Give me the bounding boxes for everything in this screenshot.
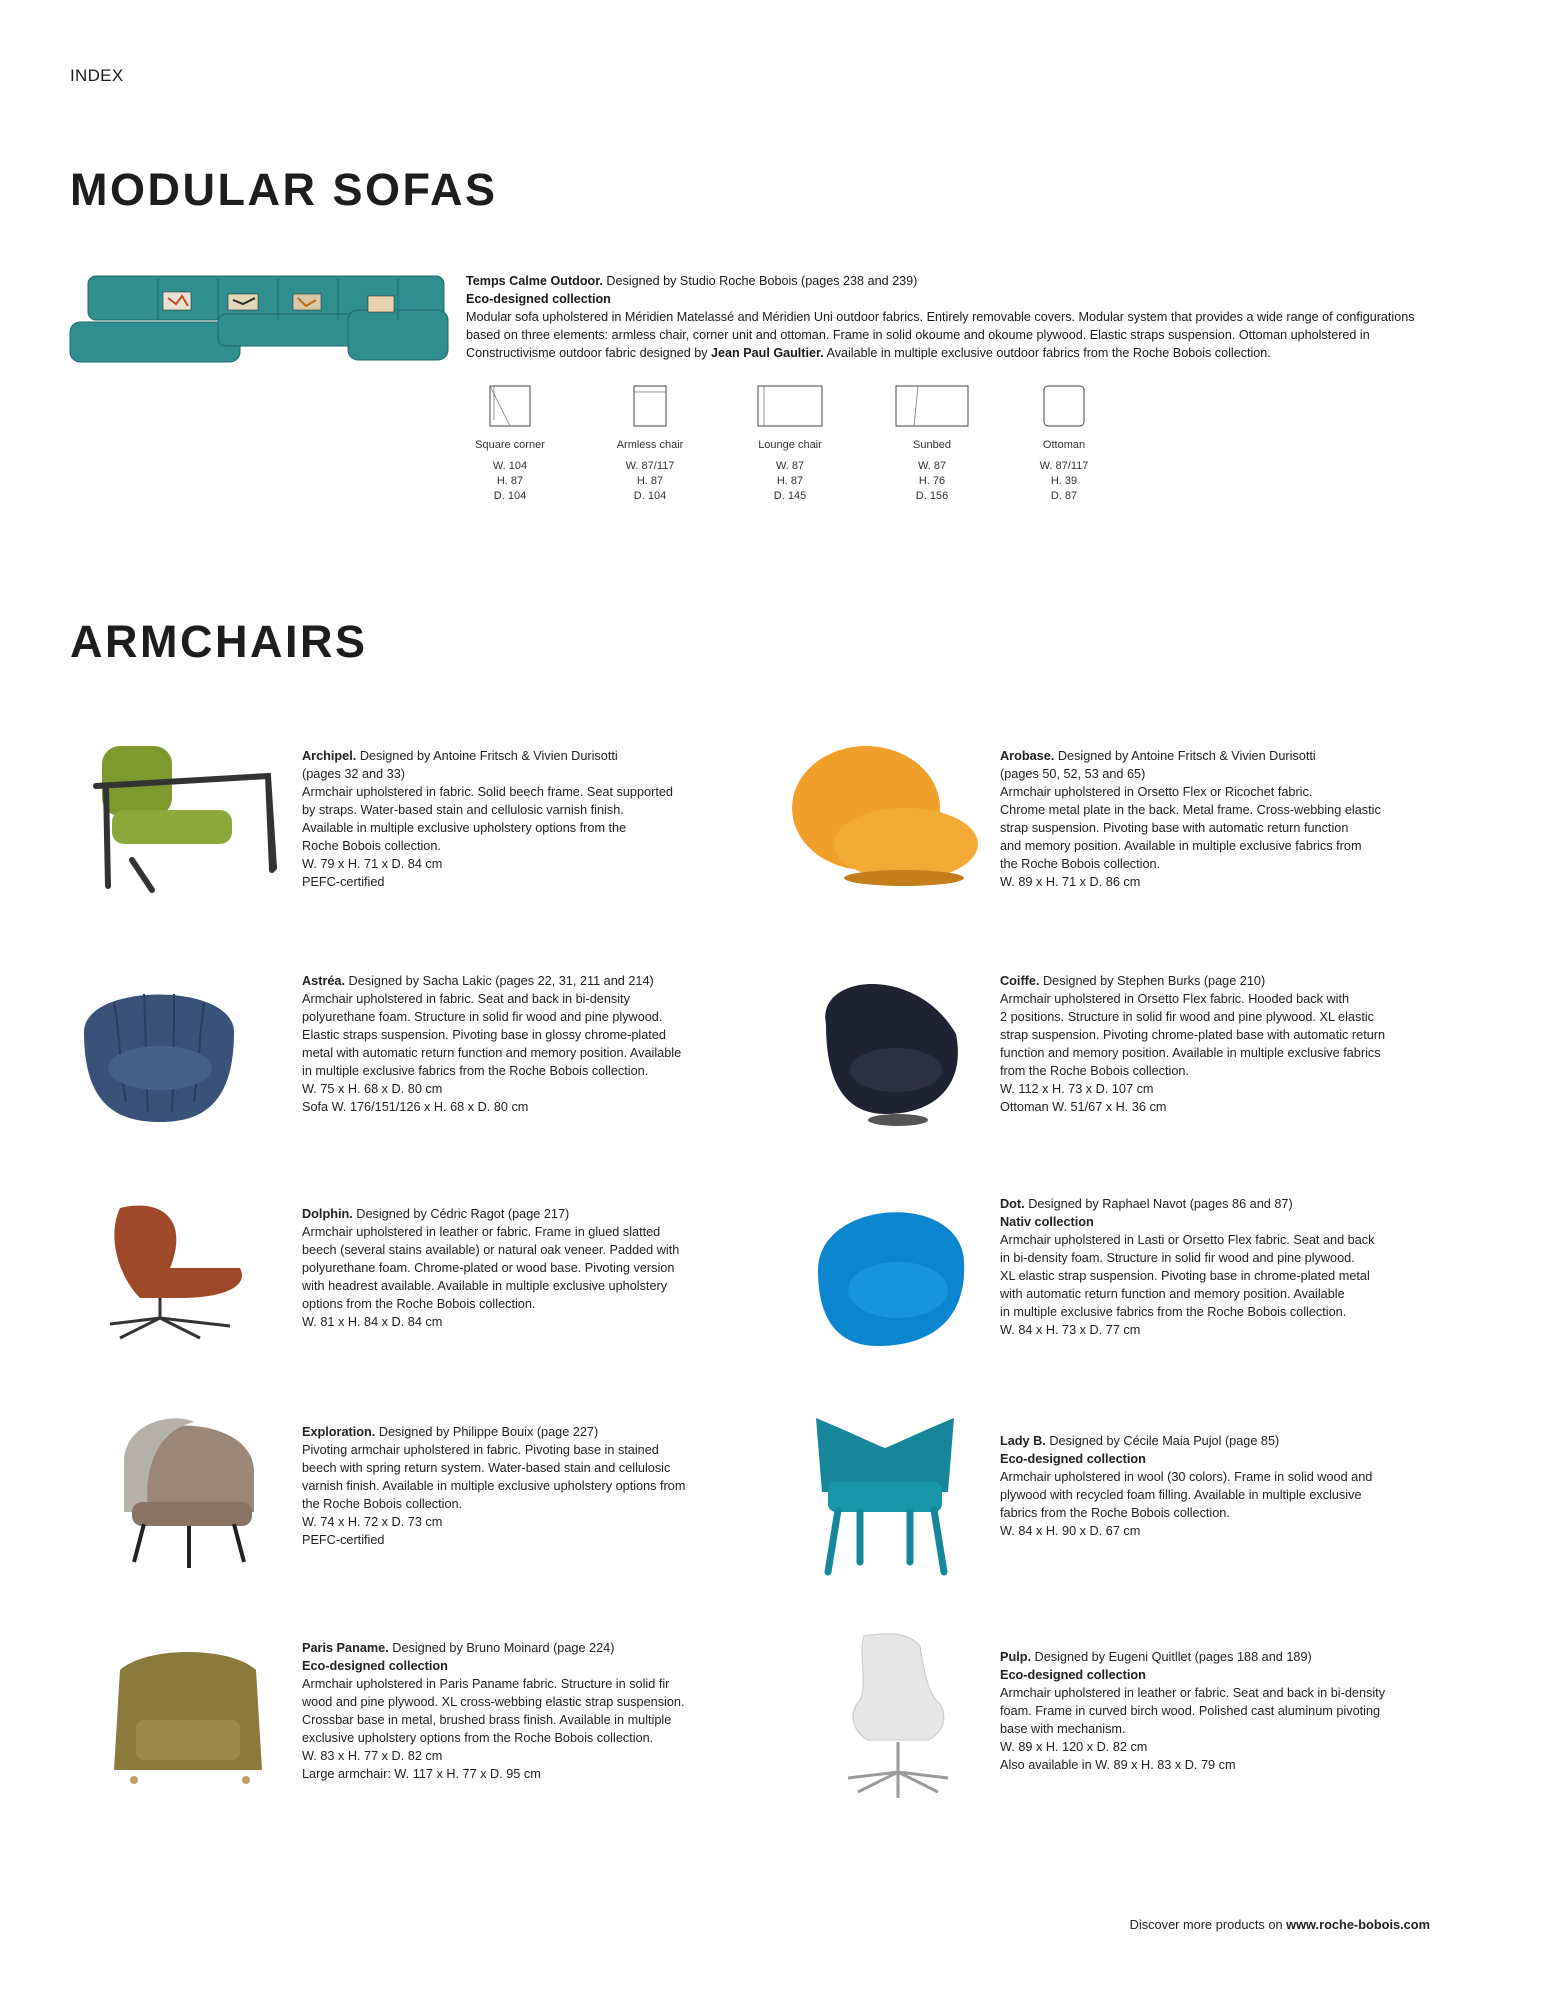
armchair-designer: Designed by Cécile Maia Pujol (page 85) <box>1045 1434 1280 1448</box>
line: the Roche Bobois collection. <box>1000 857 1161 871</box>
module-depth: D. 104 <box>633 490 667 502</box>
line: PEFC-certified <box>302 1533 385 1547</box>
armchair-name: Archipel. <box>302 749 357 763</box>
line: (pages 32 and 33) <box>302 767 405 781</box>
module-depth: D. 87 <box>1050 490 1078 502</box>
armchair-collection: Eco-designed collection <box>1000 1452 1146 1466</box>
module-name: Ottoman <box>1042 439 1086 451</box>
line: W. 79 x H. 71 x D. 84 cm <box>302 857 443 871</box>
armchair-name: Paris Paname. <box>302 1641 389 1655</box>
line: Armchair upholstered in Orsetto Flex or Ricochet fabric. <box>1000 785 1313 799</box>
astrea-armchair-image <box>74 972 244 1128</box>
line: Available in multiple exclusive upholstery options from the <box>302 821 627 835</box>
arobase-armchair-image <box>786 740 986 890</box>
sofa-desc-1: Modular sofa upholstered in Méridien Matelassé and Méridien Uni outdoor fabrics. Entirely removable covers. Modular system that provides a wide range of configurations based on three elements: armless chair, corner unit and ottoman. Frame in solid okoume and okoume plywood. Elastic straps suspension. Ottoman upholstered in Constructivisme outdoor fabric designed by <box>466 310 1415 360</box>
line: options from the Roche Bobois collection. <box>302 1297 536 1311</box>
line: base with mechanism. <box>1000 1722 1126 1736</box>
paris-paname-armchair-image <box>106 1640 270 1796</box>
line: W. 83 x H. 77 x D. 82 cm <box>302 1749 443 1763</box>
lady-b-armchair-image <box>810 1412 960 1576</box>
square-corner-module-icon <box>488 384 532 428</box>
line: beech (several stains available) or natural oak veneer. Padded with <box>302 1243 680 1257</box>
module-width: W. 104 <box>492 460 528 472</box>
armchair-designer: Designed by Cédric Ragot (page 217) <box>352 1207 570 1221</box>
line: W. 89 x H. 71 x D. 86 cm <box>1000 875 1141 889</box>
sofa-collection: Eco-designed collection <box>466 292 611 306</box>
line: Armchair upholstered in Lasti or Orsetto Flex fabric. Seat and back <box>1000 1233 1375 1247</box>
section-title-modular-sofas: MODULAR SOFAS <box>70 164 498 215</box>
module-lounge-chair <box>735 384 845 504</box>
line: Armchair upholstered in leather or fabric. Frame in glued slatted <box>302 1225 661 1239</box>
dolphin-armchair-image <box>100 1198 260 1348</box>
line: plywood with recycled foam filling. Available in multiple exclusive <box>1000 1488 1362 1502</box>
line: W. 84 x H. 73 x D. 77 cm <box>1000 1323 1141 1337</box>
module-name: Square corner <box>475 439 545 451</box>
line: Roche Bobois collection. <box>302 839 441 853</box>
armchair-name: Astréa. <box>302 974 346 988</box>
module-depth: D. 156 <box>915 490 949 502</box>
sofa-description <box>466 272 1426 362</box>
armless-chair-module-icon <box>632 384 668 428</box>
module-height: H. 87 <box>636 475 664 487</box>
armchair-designer: Designed by Antoine Fritsch & Vivien Durisotti <box>356 749 618 763</box>
sofa-designer-bold: Jean Paul Gaultier. <box>711 346 824 360</box>
line: W. 112 x H. 73 x D. 107 cm <box>1000 1082 1154 1096</box>
coiffe-armchair-image <box>806 964 966 1130</box>
sunbed-module-icon <box>894 384 970 428</box>
pulp-armchair-image <box>838 1632 958 1804</box>
line: metal with automatic return function and memory position. Available <box>302 1046 682 1060</box>
line: Also available in W. 89 x H. 83 x D. 79 cm <box>1000 1758 1236 1772</box>
sofa-modules <box>455 384 1135 514</box>
line: Armchair upholstered in wool (30 colors). Frame in solid wood and <box>1000 1470 1373 1484</box>
armchair-name: Exploration. <box>302 1425 376 1439</box>
line: Large armchair: W. 117 x H. 77 x D. 95 cm <box>302 1767 541 1781</box>
module-sunbed <box>877 384 987 504</box>
line: Elastic straps suspension. Pivoting base in glossy chrome-plated <box>302 1028 666 1042</box>
ottoman-module-icon <box>1042 384 1086 428</box>
module-height: H. 87 <box>496 475 524 487</box>
line: in multiple exclusive fabrics from the Roche Bobois collection. <box>302 1064 649 1078</box>
lounge-chair-module-icon <box>756 384 824 428</box>
line: strap suspension. Pivoting chrome-plated base with automatic return <box>1000 1028 1386 1042</box>
line: in multiple exclusive fabrics from the Roche Bobois collection. <box>1000 1305 1347 1319</box>
armchair-designer: Designed by Raphael Navot (pages 86 and 87) <box>1024 1197 1293 1211</box>
line: with headrest available. Available in multiple exclusive upholstery <box>302 1279 668 1293</box>
armchair-designer: Designed by Sacha Lakic (pages 22, 31, 211 and 214) <box>345 974 654 988</box>
line: with automatic return function and memory position. Available <box>1000 1287 1345 1301</box>
armchair-designer: Designed by Stephen Burks (page 210) <box>1039 974 1266 988</box>
armchair-name: Lady B. <box>1000 1434 1046 1448</box>
module-height: H. 39 <box>1050 475 1078 487</box>
index-label[interactable]: INDEX <box>70 66 124 85</box>
module-name: Sunbed <box>913 439 951 451</box>
line: 2 positions. Structure in solid fir wood and pine plywood. XL elastic <box>1000 1010 1375 1024</box>
line: W. 75 x H. 68 x D. 80 cm <box>302 1082 443 1096</box>
line: W. 74 x H. 72 x D. 73 cm <box>302 1515 443 1529</box>
section-title-armchairs: ARMCHAIRS <box>70 616 368 667</box>
armchair-designer: Designed by Antoine Fritsch & Vivien Durisotti <box>1054 749 1316 763</box>
module-width: W. 87/117 <box>1039 460 1089 472</box>
sofa-desc-2: Available in multiple exclusive outdoor fabrics from the Roche Bobois collection. <box>823 346 1271 360</box>
module-height: H. 76 <box>918 475 946 487</box>
line: strap suspension. Pivoting base with automatic return function <box>1000 821 1349 835</box>
line: wood and pine plywood. XL cross-webbing elastic strap suspension. <box>302 1695 685 1709</box>
module-width: W. 87/117 <box>625 460 675 472</box>
module-height: H. 87 <box>776 475 804 487</box>
armchair-collection: Nativ collection <box>1000 1215 1094 1229</box>
armchair-designer: Designed by Eugeni Quitllet (pages 188 and 189) <box>1031 1650 1312 1664</box>
module-name: Armless chair <box>616 439 684 451</box>
armchair-name: Dolphin. <box>302 1207 353 1221</box>
line: polyurethane foam. Structure in solid fir wood and pine plywood. <box>302 1010 663 1024</box>
module-width: W. 87 <box>917 460 947 472</box>
line: (pages 50, 52, 53 and 65) <box>1000 767 1146 781</box>
module-depth: D. 104 <box>493 490 527 502</box>
module-depth: D. 145 <box>773 490 807 502</box>
temps-calme-sofa-image <box>68 270 456 382</box>
line: W. 89 x H. 120 x D. 82 cm <box>1000 1740 1148 1754</box>
line: exclusive upholstery options from the Roche Bobois collection. <box>302 1731 654 1745</box>
module-square-corner <box>455 384 565 504</box>
sofa-name: Temps Calme Outdoor. <box>466 274 603 288</box>
armchair-collection: Eco-designed collection <box>1000 1668 1146 1682</box>
line: Armchair upholstered in fabric. Solid beech frame. Seat supported <box>302 785 673 799</box>
armchair-collection: Eco-designed collection <box>302 1659 448 1673</box>
line: W. 84 x H. 90 x D. 67 cm <box>1000 1524 1141 1538</box>
line: fabrics from the Roche Bobois collection. <box>1000 1506 1230 1520</box>
line: XL elastic strap suspension. Pivoting base in chrome-plated metal <box>1000 1269 1370 1283</box>
line: Armchair upholstered in fabric. Seat and back in bi-density <box>302 992 630 1006</box>
line: Armchair upholstered in Orsetto Flex fabric. Hooded back with <box>1000 992 1350 1006</box>
line: Armchair upholstered in leather or fabric. Seat and back in bi-density <box>1000 1686 1386 1700</box>
module-width: W. 87 <box>775 460 805 472</box>
line: Sofa W. 176/151/126 x H. 68 x D. 80 cm <box>302 1100 529 1114</box>
module-armless-chair <box>595 384 705 504</box>
line: Ottoman W. 51/67 x H. 36 cm <box>1000 1100 1167 1114</box>
sofa-designer: Designed by Studio Roche Bobois (pages 238 and 239) <box>602 274 918 288</box>
armchair-name: Coiffe. <box>1000 974 1040 988</box>
footer <box>1130 1917 1430 1932</box>
module-name: Lounge chair <box>758 439 822 451</box>
line: in bi-density foam. Structure in solid fir wood and pine plywood. <box>1000 1251 1355 1265</box>
line: PEFC-certified <box>302 875 385 889</box>
dot-armchair-image <box>798 1190 974 1350</box>
line: from the Roche Bobois collection. <box>1000 1064 1189 1078</box>
armchair-designer: Designed by Bruno Moinard (page 224) <box>388 1641 615 1655</box>
footer-link[interactable]: www.roche-bobois.com <box>1286 1917 1430 1932</box>
armchair-name: Arobase. <box>1000 749 1055 763</box>
exploration-armchair-image <box>114 1412 264 1572</box>
armchair-name: Dot. <box>1000 1197 1025 1211</box>
line: polyurethane foam. Chrome-plated or wood base. Pivoting version <box>302 1261 675 1275</box>
line: function and memory position. Available in multiple exclusive fabrics <box>1000 1046 1381 1060</box>
module-ottoman <box>1009 384 1119 504</box>
line: and memory position. Available in multiple exclusive fabrics from <box>1000 839 1362 853</box>
line: Chrome metal plate in the back. Metal frame. Cross-webbing elastic <box>1000 803 1381 817</box>
line: Armchair upholstered in Paris Paname fabric. Structure in solid fir <box>302 1677 670 1691</box>
line: Crossbar base in metal, brushed brass finish. Available in multiple <box>302 1713 672 1727</box>
line: beech with spring return system. Water-based stain and cellulosic <box>302 1461 671 1475</box>
line: W. 81 x H. 84 x D. 84 cm <box>302 1315 443 1329</box>
armchair-designer: Designed by Philippe Bouix (page 227) <box>375 1425 599 1439</box>
armchair-name: Pulp. <box>1000 1650 1032 1664</box>
line: the Roche Bobois collection. <box>302 1497 463 1511</box>
footer-text: Discover more products on <box>1129 1917 1287 1932</box>
line: Pivoting armchair upholstered in fabric. Pivoting base in stained <box>302 1443 659 1457</box>
line: by straps. Water-based stain and cellulosic varnish finish. <box>302 803 624 817</box>
line: foam. Frame in curved birch wood. Polished cast aluminum pivoting <box>1000 1704 1381 1718</box>
archipel-armchair-image <box>92 740 282 900</box>
line: varnish finish. Available in multiple exclusive upholstery options from <box>302 1479 686 1493</box>
